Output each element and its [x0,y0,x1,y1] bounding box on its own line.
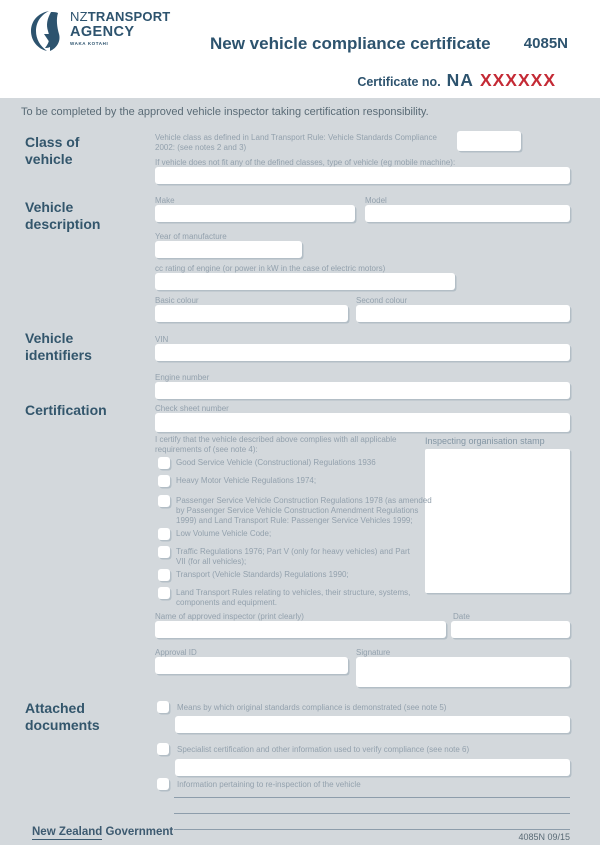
basic-colour-label: Basic colour [155,296,199,305]
attached-checkbox-3[interactable] [157,778,169,790]
regulation-checkbox-1[interactable] [158,457,170,469]
type-of-vehicle-label: If vehicle does not fit any of the defined classes, type of vehicle (eg mobile machine): [155,158,456,167]
vehicle-class-input[interactable] [457,131,521,151]
certify-statement: I certify that the vehicle described above complies with all applicable requirements of (see note 4): [155,435,397,454]
certificate-number-placeholder: XXXXXX [479,70,556,90]
write-in-line-3[interactable] [174,829,570,830]
regulation-checkbox-7[interactable] [158,587,170,599]
make-label: Make [155,196,175,205]
vin-label: VIN [155,335,169,344]
year-of-manufacture-input[interactable] [155,241,302,258]
section-heading-class-of-vehicle: Class of vehicle [25,134,80,167]
signature-label: Signature [356,648,391,657]
intro-instruction: To be completed by the approved vehicle inspector taking certification responsibility. [21,106,429,118]
attached-checkbox-2[interactable] [157,743,169,755]
regulation-label-7: Land Transport Rules relating to vehicles, their structure, systems, components and equipment. [176,588,411,607]
cc-rating-label: cc rating of engine (or power in kW in the case of electric motors) [155,264,386,273]
certificate-number-line [357,70,556,91]
date-input[interactable] [451,621,570,638]
regulation-label-3: Passenger Service Vehicle Construction Regulations 1978 (as amended by Passenger Service Vehicle Construction Amendment Regulations 1999) and Land Transport Rule: Passenger Service Vehicles 1999; [176,496,432,525]
attached-checkbox-1[interactable] [157,701,169,713]
inspector-name-input[interactable] [155,621,446,638]
vehicle-class-label: Vehicle class as defined in Land Transport Rule: Vehicle Standards Compliance 2002: (see notes 2 and 3) [155,133,437,152]
certificate-no-label: Certificate no. [357,75,441,89]
signature-input[interactable] [356,657,570,687]
nzta-logo-text [70,10,170,46]
second-colour-input[interactable] [356,305,570,322]
inspector-name-label: Name of approved inspector (print clearly) [155,612,304,621]
model-label: Model [365,196,387,205]
regulation-checkbox-5[interactable] [158,546,170,558]
write-in-line-2[interactable] [174,813,570,814]
write-in-line-1[interactable] [174,797,570,798]
cc-rating-input[interactable] [155,273,455,290]
regulation-checkbox-3[interactable] [158,495,170,507]
check-sheet-number-label: Check sheet number [155,404,229,413]
inspecting-organisation-stamp-box[interactable] [425,449,570,593]
form-number: 4085N [523,35,568,52]
regulation-label-4: Low Volume Vehicle Code; [176,529,272,538]
page-title: New vehicle compliance certificate [210,34,491,53]
attached-label-1: Means by which original standards compliance is demonstrated (see note 5) [177,703,447,712]
form-code-footer: 4085N 09/15 [518,832,570,842]
regulation-checkbox-2[interactable] [158,475,170,487]
nz-government-underlined: New Zealand [32,826,103,838]
nz-government-rest: Government [105,826,174,838]
engine-number-input[interactable] [155,382,570,399]
regulation-checkbox-4[interactable] [158,528,170,540]
nzta-logo [30,10,170,57]
regulation-label-1: Good Service Vehicle (Constructional) Regulations 1936 [176,458,376,467]
basic-colour-input[interactable] [155,305,348,322]
regulation-label-5: Traffic Regulations 1976; Part V (only for heavy vehicles) and Part VII (for all vehicles); [176,547,410,566]
attached-input-1[interactable] [175,716,570,733]
certificate-prefix: NA [446,70,474,90]
make-input[interactable] [155,205,355,222]
logo-agency: AGENCY [70,24,135,40]
year-of-manufacture-label: Year of manufacture [155,232,227,241]
second-colour-label: Second colour [356,296,408,305]
check-sheet-number-input[interactable] [155,413,570,432]
approval-id-label: Approval ID [155,648,197,657]
regulation-label-2: Heavy Motor Vehicle Regulations 1974; [176,476,317,485]
nz-government-logo [32,826,173,838]
date-label: Date [453,612,470,621]
logo-transport: TRANSPORT [87,9,171,24]
regulation-label-6: Transport (Vehicle Standards) Regulations 1990; [176,570,349,579]
logo-waka-kotahi: WAKA KOTAHI [70,40,109,46]
engine-number-label: Engine number [155,373,210,382]
section-heading-vehicle-description: Vehicle description [25,199,101,232]
attached-label-2: Specialist certification and other information used to verify compliance (see note 6) [177,745,470,754]
nzta-swirl-icon [30,10,66,57]
section-heading-certification: Certification [25,402,107,418]
vin-input[interactable] [155,344,570,361]
approval-id-input[interactable] [155,657,348,674]
section-heading-attached-documents: Attached documents [25,700,100,733]
section-heading-vehicle-identifiers: Vehicle identifiers [25,330,92,363]
inspecting-organisation-stamp-label: Inspecting organisation stamp [425,436,545,446]
attached-label-3: Information pertaining to re-inspection of the vehicle [177,780,361,789]
logo-nz: NZ [70,9,88,24]
model-input[interactable] [365,205,570,222]
attached-input-2[interactable] [175,759,570,776]
type-of-vehicle-input[interactable] [155,167,570,184]
regulation-checkbox-6[interactable] [158,569,170,581]
